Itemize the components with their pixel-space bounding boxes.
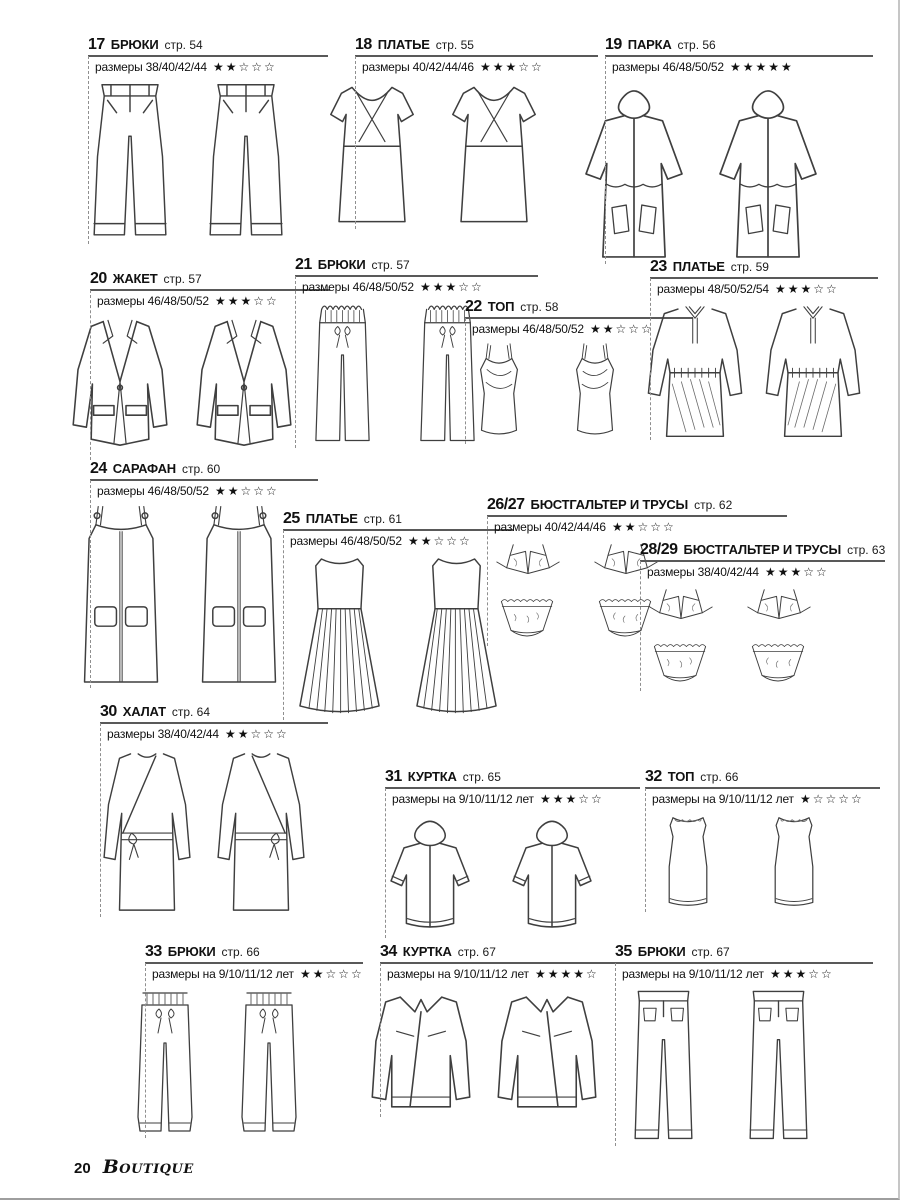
pattern-sizes-row: [605, 57, 873, 74]
sizes-label: размеры 46/48/50/52: [302, 280, 414, 294]
sizes-label: размеры 46/48/50/52: [97, 294, 209, 308]
difficulty-stars: ★☆☆☆☆: [799, 792, 864, 806]
dress-back-illustration: [756, 300, 870, 442]
sizes-label: размеры 46/48/50/52: [612, 60, 724, 74]
sizes-label: размеры 38/40/42/44: [647, 565, 759, 579]
sizes-label: размеры 38/40/42/44: [107, 727, 219, 741]
pattern-number: 24: [90, 460, 107, 477]
panties-back-illustration: [738, 637, 818, 693]
pattern-name: ЖАКЕТ: [112, 271, 158, 286]
difficulty-stars: ★★☆☆☆: [612, 520, 676, 534]
pattern-header: [295, 256, 538, 277]
pattern-item-34: [380, 943, 635, 1119]
difficulty-stars: ★★★☆☆: [420, 280, 484, 294]
pattern-header: [90, 270, 330, 291]
pants-back-illustration: [219, 985, 319, 1140]
pattern-name: БЮСТГАЛЬТЕР И ТРУСЫ: [530, 497, 689, 512]
pattern-page-ref: стр. 58: [520, 300, 559, 314]
bra-front-illustration: [640, 587, 722, 627]
pattern-page-ref: стр. 54: [164, 38, 203, 52]
sarafan-front-illustration: [64, 502, 178, 690]
pattern-number: 31: [385, 768, 402, 785]
difficulty-stars: ★★☆☆☆: [299, 967, 364, 981]
pattern-number: 33: [145, 943, 162, 960]
difficulty-stars: ★★★☆☆: [480, 60, 544, 74]
pattern-name: ТОП: [487, 299, 515, 314]
difficulty-stars: ★★☆☆☆: [213, 60, 277, 74]
pattern-page-ref: стр. 66: [700, 770, 739, 784]
pattern-number: 18: [355, 36, 372, 53]
dress-front-illustration: [313, 78, 431, 231]
pattern-number: 25: [283, 510, 300, 527]
pattern-header: [283, 510, 513, 531]
pattern-sizes-row: [295, 277, 538, 294]
sizes-label: размеры 38/40/42/44: [95, 60, 207, 74]
difficulty-stars: ★★☆☆☆: [215, 484, 279, 498]
pattern-item-20: [90, 270, 330, 462]
page-footer: [74, 1156, 194, 1178]
pattern-number: 19: [605, 36, 622, 53]
pattern-item-35: [615, 943, 873, 1148]
pattern-header: [100, 703, 328, 724]
difficulty-stars: ★★★★☆: [534, 967, 599, 981]
pattern-number: 28/29: [640, 541, 678, 558]
pants-back-illustration: [726, 985, 831, 1148]
pattern-header: [355, 36, 598, 57]
top-front-illustration: [641, 810, 735, 914]
robe-back-illustration: [206, 745, 316, 919]
pattern-item-25: [283, 510, 513, 722]
pattern-sizes-row: [88, 57, 328, 74]
page-number: 20: [74, 1160, 91, 1177]
pattern-illustrations: [313, 78, 598, 231]
pattern-header: [605, 36, 873, 57]
jacket-back-illustration: [493, 810, 611, 940]
sarafan-back-illustration: [182, 502, 296, 690]
jacket-back-illustration: [486, 985, 608, 1119]
difficulty-stars: ★★☆☆☆: [408, 534, 472, 548]
pattern-sizes-row: [645, 789, 880, 806]
pattern-number: 17: [88, 36, 105, 53]
pattern-number: 21: [295, 256, 312, 273]
pattern-header: [487, 496, 787, 517]
sizes-label: размеры 46/48/50/52: [290, 534, 402, 548]
pattern-name: ПЛАТЬЕ: [672, 259, 725, 274]
pants-front-illustration: [611, 985, 716, 1148]
pattern-name: ПЛАТЬЕ: [377, 37, 430, 52]
difficulty-stars: ★★★☆☆: [765, 565, 829, 579]
pattern-item-30: [100, 703, 328, 919]
magazine-logo: Boutique: [102, 1156, 194, 1178]
dress-back-illustration: [435, 78, 553, 231]
sizes-label: размеры 46/48/50/52: [472, 322, 584, 336]
pattern-page-ref: стр. 67: [691, 945, 730, 959]
pattern-illustrations: [74, 78, 328, 246]
pattern-page-ref: стр. 55: [435, 38, 474, 52]
pattern-illustrations: [60, 312, 330, 462]
pattern-number: 20: [90, 270, 107, 287]
top-back-illustration: [549, 340, 641, 446]
pattern-number: 32: [645, 768, 662, 785]
pattern-item-28-29: [640, 541, 885, 693]
top-front-illustration: [453, 340, 545, 446]
bra-front-illustration: [487, 542, 569, 582]
pattern-header: [650, 258, 878, 279]
pattern-name: БРЮКИ: [167, 944, 216, 959]
bra-back-illustration: [738, 587, 820, 627]
difficulty-stars: ★★★☆☆: [215, 294, 279, 308]
pattern-header: [380, 943, 635, 964]
pattern-illustrations: [371, 810, 640, 940]
difficulty-stars: ★★★☆☆: [769, 967, 834, 981]
difficulty-stars: ★★★☆☆: [775, 282, 839, 296]
pattern-page-ref: стр. 57: [371, 258, 410, 272]
parka-front-illustration: [569, 78, 699, 266]
pattern-illustrations: [283, 552, 513, 722]
pattern-sizes-row: [145, 964, 363, 981]
pattern-sizes-row: [385, 789, 640, 806]
pattern-sizes-row: [640, 562, 885, 579]
pattern-sizes-row: [90, 291, 330, 308]
pattern-name: БЮСТГАЛЬТЕР И ТРУСЫ: [683, 542, 842, 557]
pattern-page-ref: стр. 56: [677, 38, 716, 52]
pattern-page-ref: стр. 63: [847, 543, 886, 557]
jacket-back-illustration: [184, 312, 304, 462]
pattern-illustrations: [360, 985, 635, 1119]
sizes-label: размеры 48/50/52/54: [657, 282, 769, 296]
pattern-header: [615, 943, 873, 964]
sizes-label: размеры на 9/10/11/12 лет: [622, 967, 764, 981]
sizes-label: размеры 40/42/44/46: [362, 60, 474, 74]
pattern-sizes-row: [380, 964, 635, 981]
pattern-header: [640, 541, 885, 562]
difficulty-stars: ★★☆☆☆: [225, 727, 289, 741]
pattern-page-ref: стр. 65: [462, 770, 501, 784]
pattern-name: БРЮКИ: [110, 37, 159, 52]
pattern-name: ПЛАТЬЕ: [305, 511, 358, 526]
pattern-page-ref: стр. 64: [171, 705, 211, 719]
pattern-header: [645, 768, 880, 789]
pattern-illustrations: [569, 78, 873, 266]
pattern-name: КУРТКА: [402, 944, 452, 959]
pattern-illustrations: [115, 985, 363, 1140]
pattern-name: ПАРКА: [627, 37, 672, 52]
pattern-page-ref: стр. 60: [182, 462, 221, 476]
pattern-item-33: [145, 943, 363, 1140]
dress-front-illustration: [283, 552, 396, 722]
pattern-sizes-row: [355, 57, 598, 74]
pattern-number: 26/27: [487, 496, 525, 513]
difficulty-stars: ★★☆☆☆: [590, 322, 654, 336]
pattern-item-17: [88, 36, 328, 246]
pattern-page-ref: стр. 66: [221, 945, 260, 959]
pattern-name: БРЮКИ: [317, 257, 366, 272]
pants-front-illustration: [74, 78, 186, 246]
pattern-illustrations: [64, 502, 318, 690]
pattern-name: ТОП: [667, 769, 695, 784]
top-back-illustration: [747, 810, 841, 914]
sizes-label: размеры на 9/10/11/12 лет: [392, 792, 534, 806]
pattern-name: ХАЛАТ: [122, 704, 166, 719]
pattern-number: 22: [465, 298, 482, 315]
pattern-header: [88, 36, 328, 57]
jacket-front-illustration: [360, 985, 482, 1119]
pattern-illustrations: [92, 745, 328, 919]
pattern-page-ref: стр. 62: [694, 498, 733, 512]
pattern-illustrations: [638, 300, 878, 442]
pattern-header: [145, 943, 363, 964]
pattern-sizes-row: [283, 531, 513, 548]
pattern-illustrations: [611, 985, 873, 1148]
robe-front-illustration: [92, 745, 202, 919]
pattern-item-23: [650, 258, 878, 442]
jacket-front-illustration: [371, 810, 489, 940]
jacket-front-illustration: [60, 312, 180, 462]
pattern-page-ref: стр. 59: [730, 260, 769, 274]
pattern-sizes-row: [487, 517, 787, 534]
pants-front-illustration: [115, 985, 215, 1140]
difficulty-stars: ★★★☆☆: [539, 792, 604, 806]
pattern-illustrations: [640, 587, 820, 693]
sizes-label: размеры 40/42/44/46: [494, 520, 606, 534]
pattern-sizes-row: [90, 481, 318, 498]
pattern-page-ref: стр. 61: [363, 512, 402, 526]
parka-back-illustration: [703, 78, 833, 266]
pattern-illustrations: [641, 810, 880, 914]
sizes-label: размеры на 9/10/11/12 лет: [152, 967, 294, 981]
pattern-number: 23: [650, 258, 667, 275]
pattern-sizes-row: [615, 964, 873, 981]
pattern-name: САРАФАН: [112, 461, 176, 476]
dress-front-illustration: [638, 300, 752, 442]
panties-front-illustration: [487, 592, 567, 648]
sizes-label: размеры на 9/10/11/12 лет: [652, 792, 794, 806]
pattern-name: БРЮКИ: [637, 944, 686, 959]
pattern-name: КУРТКА: [407, 769, 457, 784]
pattern-sizes-row: [650, 279, 878, 296]
pattern-item-31: [385, 768, 640, 940]
difficulty-stars: ★★★★★: [730, 60, 794, 74]
pattern-number: 30: [100, 703, 117, 720]
sizes-label: размеры 46/48/50/52: [97, 484, 209, 498]
pants-front-illustration: [295, 298, 390, 450]
pattern-header: [385, 768, 640, 789]
sizes-label: размеры на 9/10/11/12 лет: [387, 967, 529, 981]
pattern-sizes-row: [100, 724, 328, 741]
pattern-number: 34: [380, 943, 397, 960]
pattern-item-19: [605, 36, 873, 266]
panties-front-illustration: [640, 637, 720, 693]
pants-back-illustration: [190, 78, 302, 246]
pattern-number: 35: [615, 943, 632, 960]
pattern-item-32: [645, 768, 880, 914]
pattern-header: [90, 460, 318, 481]
pattern-item-18: [355, 36, 598, 231]
pattern-page-ref: стр. 67: [457, 945, 496, 959]
pattern-page-ref: стр. 57: [163, 272, 202, 286]
